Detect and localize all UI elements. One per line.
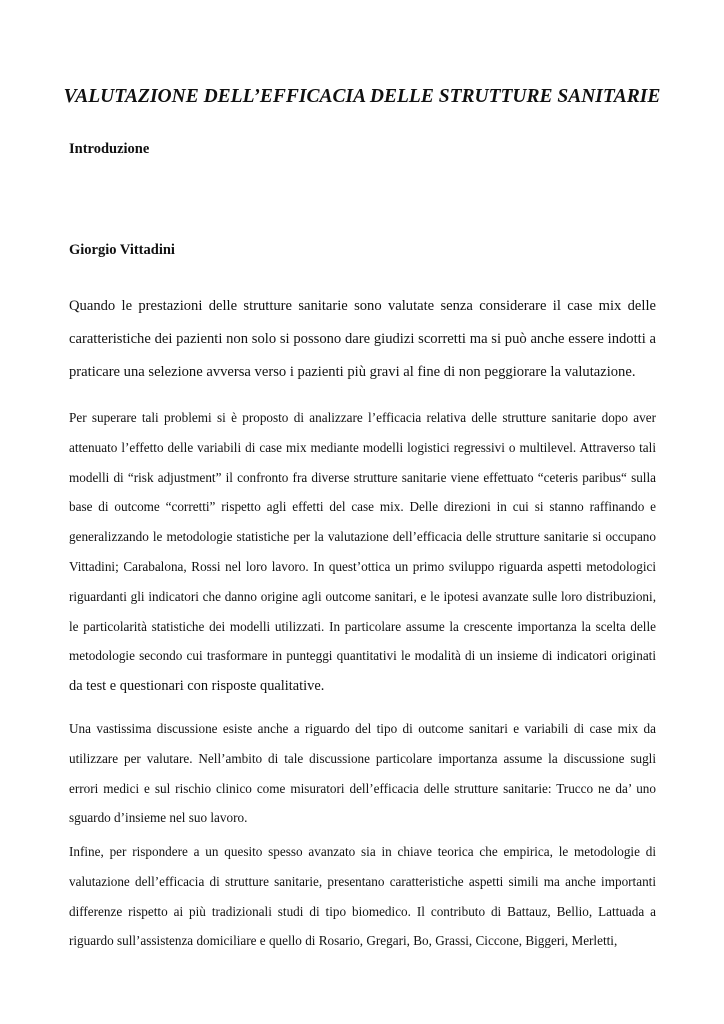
body-paragraph-methods-main: Per superare tali problemi si è proposto di analizzare l’efficacia relativa delle strutture sanitarie dopo aver attenuato l’effetto delle variabili di case mix mediante modelli logistici regressivi o multilevel. Attraverso tali modelli di “risk adjustment” il confronto fra diverse strutture sanitarie viene effettuato “ceteris paribus“ sulla base di outcome “corretti” rispetto agli effetti del case mix. Delle direzioni in cui si stanno raffinando e generalizzando le metodologie statistiche per la valutazione dell’efficacia delle strutture sanitarie si occupano Vittadini; Carabalona, Rossi nel loro lavoro. In quest’ottica un primo sviluppo riguarda aspetti metodologici riguardanti gli indicatori che danno origine agli outcome sanitari, e le ipotesi avanzate sulle loro distribuzioni, le particolarità statistiche dei modelli utilizzati. In particolare assume la crescente importanza la scelta delle metodologie secondo cui trasformare in punteggi quantitativi le modalità di un insieme di indicatori originati (69, 410, 656, 664)
author-name: Giorgio Vittadini (69, 242, 175, 258)
body-paragraph-methods-tail: da test e questionari con risposte qualitative. (69, 678, 325, 695)
document-title: VALUTAZIONE DELL’EFFICACIA DELLE STRUTTURE SANITARIE (63, 86, 661, 107)
body-paragraph-outcomes: Una vastissima discussione esiste anche a riguardo del tipo di outcome sanitari e variabili di case mix da utilizzare per valutare. Nell’ambito di tale discussione particolare importanza assume la discussione sugli errori medici e sul rischio clinico come misuratori dell’efficacia delle strutture sanitarie: Trucco ne da’ uno sguardo d’insieme nel suo lavoro. (69, 721, 656, 826)
body-paragraph-methods (69, 403, 656, 702)
lead-paragraph: Quando le prestazioni delle strutture sanitarie sono valutate senza considerare il case mix delle caratteristiche dei pazienti non solo si possono dare giudizi scorretti ma si può anche essere indotti a praticare una selezione avversa verso i pazienti più gravi al fine di non peggiorare la valutazione. (69, 298, 656, 380)
section-heading: Introduzione (69, 141, 150, 157)
body-paragraph-comparison: Infine, per rispondere a un quesito spesso avanzato sia in chiave teorica che empirica, le metodologie di valutazione dell’efficacia di strutture sanitarie, presentano caratteristiche aspetti simili ma anche importanti differenze rispetto ai più tradizionali studi di tipo biomedico. Il contributo di Battauz, Bellio, Lattuada a riguardo sull’assistenza domiciliare e quello di Rosario, Gregari, Bo, Grassi, Ciccone, Biggeri, Merletti, (69, 844, 656, 949)
